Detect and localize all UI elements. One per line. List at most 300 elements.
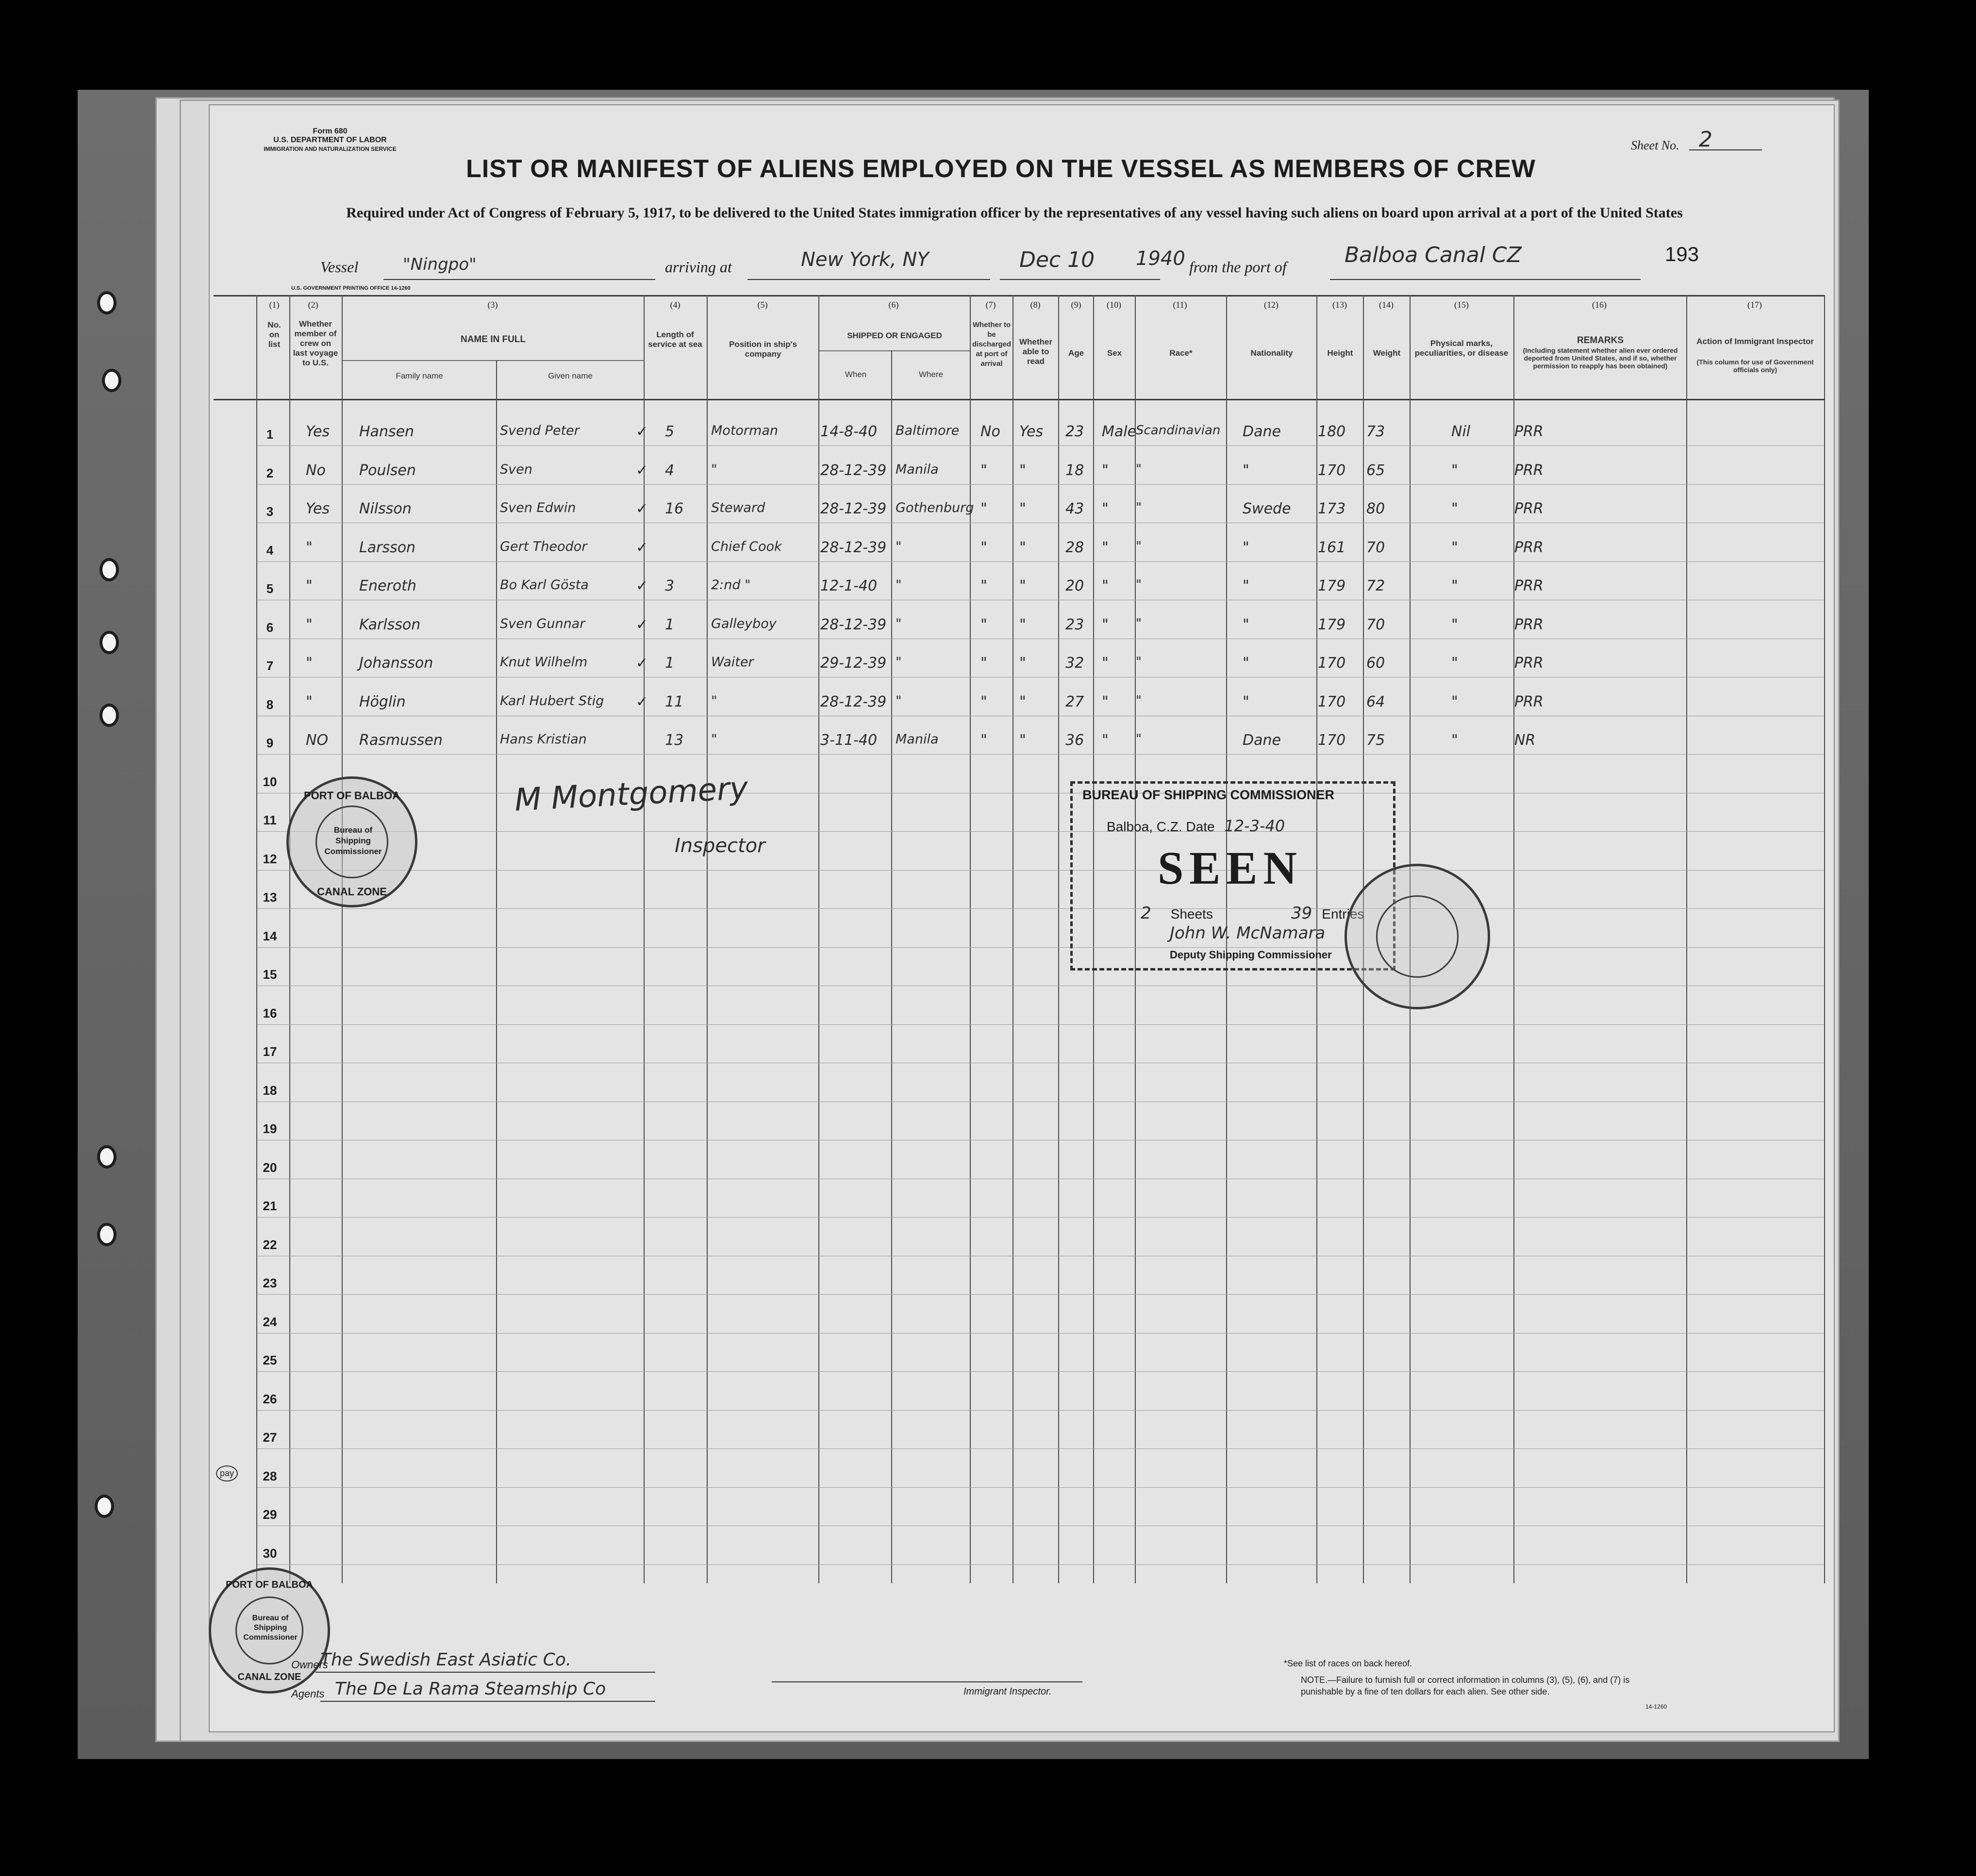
hdr-height: Height (1327, 348, 1353, 358)
hdr-when: When (845, 370, 867, 379)
sheet-underline (1689, 149, 1762, 150)
vessel-name: "Ningpo" (403, 255, 477, 274)
check-mark: ✓ (636, 539, 648, 556)
hdr-nationality: Nationality (1250, 348, 1293, 358)
given-name-cell: Sven Edwin (500, 500, 576, 515)
col-border (818, 295, 819, 1583)
row-number: 11 (263, 813, 277, 827)
stamp-top-text: PORT OF BALBOA (226, 1580, 313, 1590)
department-name: U.S. DEPARTMENT OF LABOR (273, 136, 387, 144)
row-number: 27 (263, 1430, 277, 1445)
weight-cell: 73 (1366, 423, 1385, 440)
colnum-9: (9) (1071, 300, 1081, 310)
hdr-shipped: SHIPPED OR ENGAGED (847, 331, 942, 340)
immigrant-inspector-line (772, 1681, 1082, 1682)
stamp-middle-text: Bureau of Shipping Commissioner (324, 825, 382, 856)
port-of-balboa-stamp-2 (1345, 864, 1490, 1009)
port-of-balboa-stamp (286, 776, 417, 907)
weight-cell: 75 (1366, 732, 1385, 749)
colnum-11: (11) (1173, 300, 1187, 310)
remarks-cell: PRR (1514, 616, 1544, 633)
nationality-cell: Swede (1243, 500, 1291, 517)
read-cell: " (1019, 539, 1026, 556)
header-bottom-line (214, 399, 1825, 400)
punch-hole (97, 291, 116, 314)
position-cell: Motorman (711, 423, 778, 438)
family-name-cell: Johansson (359, 655, 433, 672)
col-border (970, 295, 971, 1583)
race-cell: " (1136, 577, 1142, 592)
when-cell: 28-12-39 (820, 693, 887, 710)
age-cell: 23 (1065, 423, 1084, 440)
when-cell: 3-11-40 (820, 732, 878, 749)
nationality-cell: " (1243, 462, 1249, 479)
row-line (257, 1487, 1824, 1488)
colnum-14: (14) (1379, 300, 1394, 310)
from-port-label: from the port of (1189, 258, 1287, 276)
age-cell: 36 (1065, 732, 1084, 749)
race-cell: " (1136, 462, 1142, 477)
entries-value: 39 (1291, 904, 1312, 923)
height-cell: 173 (1318, 500, 1346, 517)
weight-cell: 60 (1366, 655, 1385, 672)
row-number: 24 (263, 1315, 277, 1329)
sex-cell: " (1102, 732, 1109, 749)
read-cell: " (1019, 577, 1026, 594)
col-border (1058, 295, 1059, 1583)
sex-cell: " (1102, 462, 1109, 479)
colnum-12: (12) (1264, 300, 1279, 310)
discharged-cell: " (980, 500, 987, 517)
arriving-label: arriving at (665, 258, 732, 276)
when-cell: 28-12-39 (820, 616, 887, 633)
discharged-cell: " (980, 577, 987, 594)
immigrant-inspector-label: Immigrant Inspector. (963, 1686, 1052, 1697)
col-border (342, 295, 343, 1583)
colnum-6: (6) (888, 300, 899, 310)
footer-code: 14-1260 (1645, 1703, 1667, 1710)
service-cell: 5 (665, 423, 675, 440)
row-line (257, 445, 1824, 446)
stamp-middle-text: Bureau of Shipping Commissioner (243, 1614, 298, 1642)
sex-cell: " (1102, 616, 1109, 633)
position-cell: " (711, 462, 717, 477)
inspector-signature: M Montgomery (514, 770, 749, 819)
check-mark: ✓ (636, 616, 648, 633)
read-cell: " (1019, 732, 1026, 749)
family-name-cell: Rasmussen (359, 732, 443, 749)
where-cell: " (896, 693, 902, 708)
printing-office: U.S. GOVERNMENT PRINTING OFFICE 14-1260 (291, 285, 411, 291)
date-underline (1000, 279, 1160, 280)
colnum-1: (1) (269, 300, 280, 310)
colnum-8: (8) (1030, 300, 1041, 310)
race-cell: " (1136, 500, 1142, 515)
row-line (257, 870, 1824, 871)
given-name-cell: Bo Karl Gösta (500, 577, 589, 592)
colnum-16: (16) (1592, 300, 1607, 310)
when-cell: 28-12-39 (820, 539, 887, 556)
sheets-value: 2 (1141, 904, 1151, 923)
position-cell: " (711, 693, 717, 708)
year-prefix: 193 (1665, 243, 1699, 265)
where-cell: Manila (896, 732, 939, 747)
row-number: 2 (266, 466, 274, 480)
owners-underline (315, 1672, 655, 1673)
hdr-age: Age (1068, 348, 1084, 358)
read-cell: " (1019, 655, 1026, 672)
read-cell: " (1019, 500, 1026, 517)
shipped-subheader-line (819, 350, 970, 351)
hdr-remarks-note: (Including statement whether alien ever ordered deported from United States, and if so, whether permission to reapply has been obtained) (1523, 346, 1678, 370)
member-cell: Yes (306, 423, 330, 440)
sex-cell: " (1102, 539, 1109, 556)
row-number: 4 (266, 543, 274, 558)
colnum-17: (17) (1747, 300, 1762, 310)
inspector-title: Inspector (675, 835, 765, 857)
port-underline (1330, 279, 1641, 280)
hdr-member: Whether member of crew on last voyage to U.S. (293, 319, 338, 367)
height-cell: 161 (1318, 539, 1346, 556)
nationality-cell: " (1243, 539, 1249, 556)
race-cell: Scandinavian (1136, 423, 1221, 438)
hdr-physical: Physical marks, peculiarities, or disease (1414, 339, 1509, 358)
hdr-weight: Weight (1373, 348, 1401, 358)
hdr-position: Position in ship's company (729, 340, 797, 359)
remarks-cell: NR (1514, 732, 1536, 749)
arrival-date: Dec 10 (1019, 247, 1095, 272)
row-number: 16 (263, 1006, 277, 1020)
remarks-cell: PRR (1514, 539, 1544, 556)
service-cell: 16 (665, 500, 684, 517)
position-cell: 2:nd " (711, 577, 751, 592)
row-number: 5 (266, 581, 274, 596)
hdr-race: Race* (1169, 348, 1193, 358)
row-number: 6 (266, 620, 274, 635)
hdr-no-on-list: No. on list (267, 320, 281, 349)
row-number: 28 (263, 1469, 277, 1483)
seen-stamp-date-label (1107, 817, 1285, 835)
hdr-discharged: Whether to be discharged at port of arrival (972, 321, 1012, 368)
stamp-inner-ring (1376, 895, 1459, 978)
sex-cell: " (1102, 693, 1109, 710)
read-cell: " (1019, 616, 1026, 633)
position-cell: Waiter (711, 655, 754, 670)
height-cell: 170 (1318, 732, 1346, 749)
where-cell: Gothenburg (896, 500, 974, 515)
col-border (891, 350, 892, 1583)
remarks-cell: PRR (1514, 693, 1544, 710)
given-name-cell: Gert Theodor (500, 539, 587, 554)
service-cell: 11 (665, 693, 684, 710)
punch-hole (100, 704, 119, 727)
age-cell: 27 (1065, 693, 1084, 710)
hdr-sex: Sex (1107, 348, 1122, 358)
name-subheader-line (343, 360, 644, 361)
hdr-length-service: Length of service at sea (648, 330, 702, 349)
service-cell: 13 (665, 732, 684, 749)
discharged-cell: " (980, 693, 987, 710)
member-cell: No (306, 462, 326, 479)
weight-cell: 80 (1366, 500, 1385, 517)
age-cell: 28 (1065, 539, 1084, 556)
hdr-action: Action of Immigrant Inspector (1696, 337, 1814, 346)
where-cell: " (896, 616, 902, 631)
col-border (707, 295, 708, 1583)
weight-cell: 65 (1366, 462, 1385, 479)
race-cell: " (1136, 616, 1142, 631)
row-number: 10 (263, 774, 277, 789)
position-cell: Chief Cook (711, 539, 782, 554)
deputy-label: Deputy Shipping Commissioner (1170, 949, 1332, 961)
read-cell: Yes (1019, 423, 1044, 440)
remarks-cell: PRR (1514, 462, 1544, 479)
family-name-cell: Höglin (359, 693, 406, 710)
row-number: 26 (263, 1392, 277, 1406)
row-number: 22 (263, 1237, 277, 1252)
colnum-13: (13) (1332, 300, 1347, 310)
read-cell: " (1019, 693, 1026, 710)
race-cell: " (1136, 693, 1142, 708)
service-cell: 4 (665, 462, 675, 479)
physical-cell: " (1451, 616, 1458, 633)
physical-cell: " (1451, 539, 1458, 556)
height-cell: 179 (1318, 577, 1346, 594)
nationality-cell: Dane (1243, 732, 1281, 749)
family-name-cell: Karlsson (359, 616, 421, 633)
row-line (257, 831, 1824, 832)
given-name-cell: Svend Peter (500, 423, 580, 438)
col-border (644, 295, 645, 1583)
page-subtitle: Required under Act of Congress of February 5, 1917, to be delivered to the United States immigration officer by the representatives of any vessel having such aliens on board upon arrival at a port of the United States (346, 205, 1683, 221)
sheets-label: Sheets (1170, 906, 1213, 922)
hdr-given-name: Given name (548, 371, 593, 380)
discharged-cell: " (980, 655, 987, 672)
physical-cell: " (1451, 500, 1458, 517)
colnum-10: (10) (1107, 300, 1121, 310)
row-number: 15 (263, 967, 277, 982)
colnum-7: (7) (985, 300, 996, 310)
owners-label: Owners (291, 1659, 328, 1671)
remarks-cell: PRR (1514, 655, 1544, 672)
given-name-cell: Hans Kristian (500, 732, 587, 747)
height-cell: 170 (1318, 655, 1346, 672)
member-cell: " (306, 693, 313, 710)
nationality-cell: Dane (1243, 423, 1281, 440)
where-cell: " (896, 539, 902, 554)
row-number: 20 (263, 1160, 277, 1175)
punch-hole (97, 1145, 116, 1168)
vessel-label: Vessel (320, 258, 359, 276)
seen-stamp-sheets (1141, 904, 1213, 923)
age-cell: 23 (1065, 616, 1084, 633)
row-line (257, 1448, 1824, 1449)
check-mark: ✓ (636, 577, 648, 594)
row-number: 21 (263, 1199, 277, 1213)
check-mark: ✓ (636, 462, 648, 479)
weight-cell: 70 (1366, 616, 1385, 633)
row-number: 29 (263, 1507, 277, 1522)
service-name: IMMIGRATION AND NATURALIZATION SERVICE (264, 146, 397, 152)
punch-hole (100, 558, 119, 581)
colnum-3: (3) (487, 300, 498, 310)
check-mark: ✓ (636, 500, 648, 517)
given-name-cell: Knut Wilhelm (500, 655, 588, 670)
family-name-cell: Poulsen (359, 462, 416, 479)
nationality-cell: " (1243, 577, 1249, 594)
when-cell: 12-1-40 (820, 577, 878, 594)
when-cell: 28-12-39 (820, 500, 887, 517)
row-line (257, 1410, 1824, 1411)
where-cell: Baltimore (896, 423, 960, 438)
row-number: 9 (266, 736, 274, 750)
hdr-where: Where (918, 370, 944, 379)
where-cell: " (896, 655, 902, 670)
row-number: 23 (263, 1276, 277, 1290)
when-cell: 28-12-39 (820, 462, 887, 479)
form-info (252, 127, 408, 153)
vessel-underline (383, 279, 655, 280)
entries-label: Entries (1322, 906, 1364, 922)
check-mark: ✓ (636, 655, 648, 672)
hdr-name-in-full: NAME IN FULL (460, 334, 526, 345)
read-cell: " (1019, 462, 1026, 479)
form-number: Form 680 (313, 127, 348, 135)
position-cell: " (711, 732, 717, 747)
row-number: 18 (263, 1083, 277, 1098)
arrival-year: 1940 (1136, 247, 1185, 270)
member-cell: Yes (306, 500, 330, 517)
arriving-underline (747, 279, 990, 280)
col-border (1686, 295, 1687, 1583)
agents-underline (320, 1701, 655, 1702)
punch-hole (97, 1223, 116, 1246)
service-cell: 1 (665, 655, 675, 672)
row-line (257, 1294, 1824, 1295)
row-number: 25 (263, 1353, 277, 1367)
physical-cell: " (1451, 462, 1458, 479)
date-label-text: Balboa, C.Z. Date (1107, 819, 1215, 834)
remarks-cell: PRR (1514, 423, 1544, 440)
sheet-number: 2 (1699, 127, 1712, 152)
family-name-cell: Nilsson (359, 500, 412, 517)
row-number: 30 (263, 1546, 277, 1561)
port-of-balboa-stamp-bottom (209, 1567, 330, 1694)
member-cell: " (306, 577, 313, 594)
row-number: 1 (266, 427, 274, 442)
discharged-cell: " (980, 732, 987, 749)
hdr-remarks: REMARKS (1577, 335, 1624, 346)
deputy-signature: John W. McNamara (1170, 923, 1326, 943)
penalty-note: NOTE.—Failure to furnish full or correct information in columns (3), (5), (6), and (7) is punishable by a fine of ten dollars for each alien. See other side. (1301, 1675, 1630, 1696)
age-cell: 20 (1065, 577, 1084, 594)
weight-cell: 70 (1366, 539, 1385, 556)
position-cell: Galleyboy (711, 616, 777, 631)
sex-cell: " (1102, 577, 1109, 594)
race-note: *See list of races on back hereof. (1284, 1659, 1412, 1668)
row-line (257, 908, 1824, 909)
row-number: 19 (263, 1121, 277, 1136)
family-name-cell: Larsson (359, 539, 416, 556)
seen-stamp-header: BUREAU OF SHIPPING COMMISSIONER (1082, 788, 1335, 802)
given-name-cell: Karl Hubert Stig (500, 693, 604, 708)
stamp-bottom-text: CANAL ZONE (317, 886, 387, 898)
row-line (257, 754, 1824, 755)
row-line (257, 561, 1824, 562)
agents-value: The De La Rama Steamship Co (335, 1679, 606, 1699)
row-line (257, 484, 1824, 485)
where-cell: Manila (896, 462, 939, 477)
row-line (257, 947, 1824, 948)
given-name-cell: Sven (500, 462, 532, 477)
row-number: 14 (263, 929, 277, 943)
punch-hole (100, 631, 119, 654)
margin-pay-mark: pay (216, 1465, 238, 1481)
age-cell: 18 (1065, 462, 1084, 479)
row-line (257, 1024, 1824, 1025)
colnum-2: (2) (308, 300, 318, 310)
age-cell: 43 (1065, 500, 1084, 517)
row-number: 12 (263, 852, 277, 866)
nationality-cell: " (1243, 655, 1249, 672)
position-cell: Steward (711, 500, 765, 515)
service-cell: 1 (665, 616, 675, 633)
physical-cell: " (1451, 693, 1458, 710)
punch-hole (95, 1495, 114, 1518)
member-cell: NO (306, 732, 329, 749)
member-cell: " (306, 539, 313, 556)
remarks-cell: PRR (1514, 577, 1544, 594)
weight-cell: 72 (1366, 577, 1385, 594)
nationality-cell: " (1243, 616, 1249, 633)
age-cell: 32 (1065, 655, 1084, 672)
physical-cell: " (1451, 732, 1458, 749)
height-cell: 170 (1318, 693, 1346, 710)
hdr-family-name: Family name (396, 371, 443, 380)
nationality-cell: " (1243, 693, 1249, 710)
discharged-cell: No (980, 423, 1000, 440)
colnum-5: (5) (757, 300, 768, 310)
col-border (496, 360, 497, 1583)
remarks-cell: PRR (1514, 500, 1544, 517)
stamp-bottom-text: CANAL ZONE (237, 1672, 301, 1682)
discharged-cell: " (980, 539, 987, 556)
weight-cell: 64 (1366, 693, 1385, 710)
punch-hole (102, 369, 121, 392)
col-border (289, 295, 290, 1583)
physical-cell: Nil (1451, 423, 1471, 440)
service-cell: 3 (665, 577, 675, 594)
family-name-cell: Eneroth (359, 577, 416, 594)
row-number: 13 (263, 890, 277, 905)
row-number: 3 (266, 504, 274, 519)
check-mark: ✓ (636, 693, 648, 710)
from-port: Balboa Canal CZ (1345, 243, 1522, 267)
agents-label: Agents (291, 1688, 325, 1700)
owners-value: The Swedish East Asiatic Co. (320, 1650, 572, 1670)
sex-cell: " (1102, 655, 1109, 672)
hdr-action-note: (This column for use of Government officials only) (1696, 358, 1814, 374)
colnum-4: (4) (670, 300, 681, 310)
page-title: LIST OR MANIFEST OF ALIENS EMPLOYED ON THE VESSEL AS MEMBERS OF CREW (466, 155, 1536, 183)
physical-cell: " (1451, 655, 1458, 672)
family-name-cell: Hansen (359, 423, 415, 440)
race-cell: " (1136, 655, 1142, 669)
row-number: 8 (266, 697, 274, 712)
discharged-cell: " (980, 616, 987, 633)
seen-stamp-date: 12-3-40 (1224, 817, 1285, 835)
race-cell: " (1136, 539, 1142, 554)
